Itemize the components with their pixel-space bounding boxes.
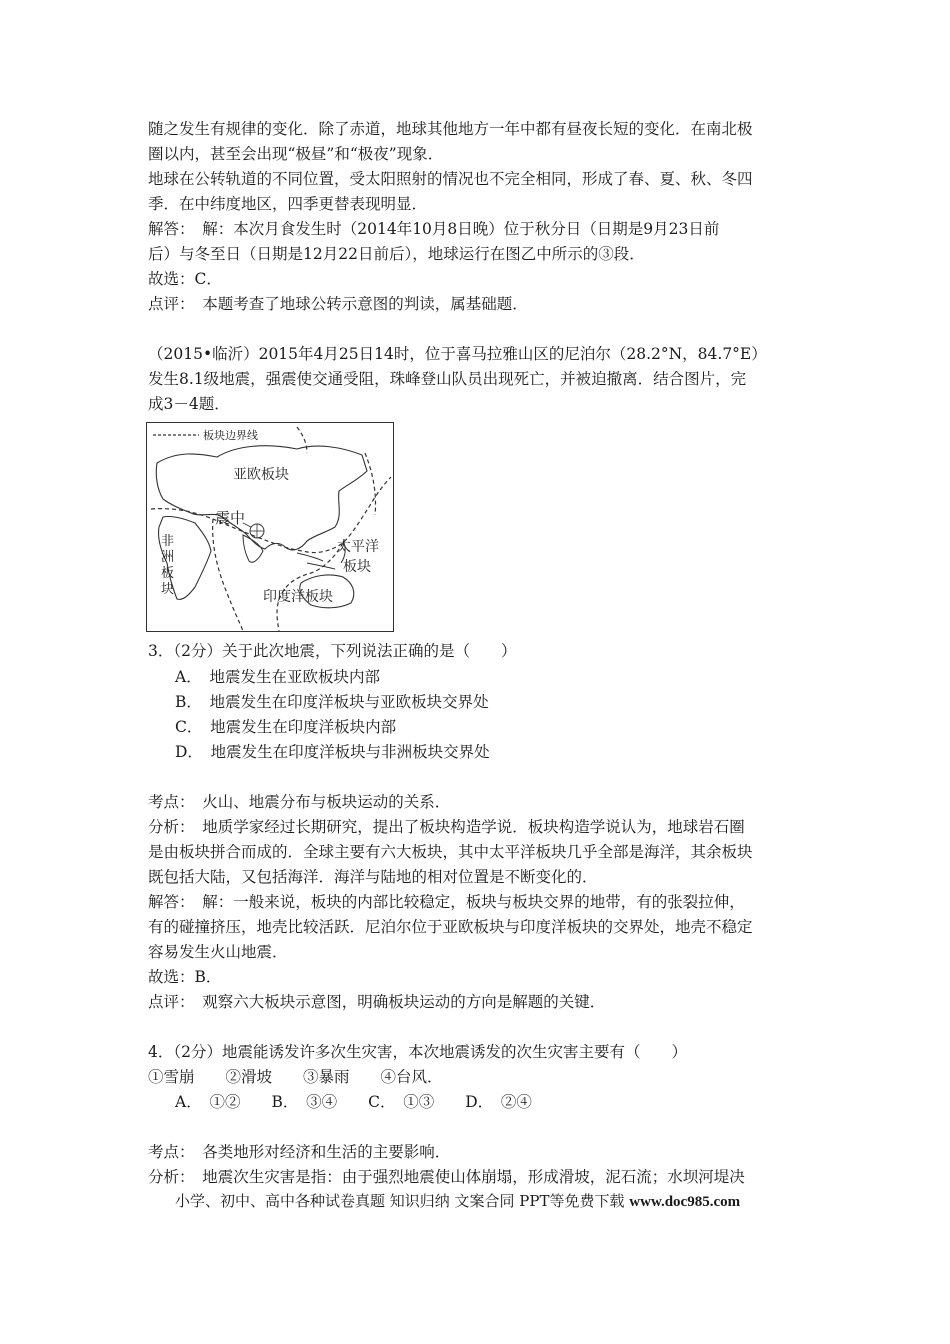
paragraph-line: 季．在中纬度地区，四季更替表现明显． — [148, 195, 428, 213]
intro-line: 成3－4题． — [148, 395, 230, 413]
paragraph-line: 地球在公转轨道的不同位置，受太阳照射的情况也不完全相同，形成了春、夏、秋、冬四 — [148, 170, 753, 188]
intro-line: 发生8.1级地震，强震使交通受阻，珠峰登山队员出现死亡，并被迫撤离．结合图片，完 — [148, 370, 747, 388]
footer-text: 小学、初中、高中各种试卷真题 知识归纳 文案合同 PPT等免费下载 — [175, 1192, 625, 1210]
question-4-items: ①雪崩 ②滑坡 ③暴雨 ④台风． — [148, 1068, 443, 1086]
question-4-options: A． ①② B． ③④ C． ①③ D． ②④ — [175, 1093, 532, 1111]
africa-plate-label: 块 — [161, 582, 175, 597]
eurasia-plate-label: 亚欧板块 — [233, 467, 289, 483]
pacific-plate-label: 太平洋 — [337, 539, 379, 555]
question-4-stem: 4．（2分）地震能诱发许多次生灾害，本次地震诱发的次生灾害主要有（ ） — [148, 1043, 687, 1061]
paragraph-line: 圈以内，甚至会出现“极昼”和“极夜”现象． — [148, 145, 444, 163]
question-3-option: D． 地震发生在印度洋板块与非洲板块交界处 — [175, 743, 490, 761]
epicenter-label: 震中 — [215, 509, 246, 527]
choice-line: 故选：C． — [148, 270, 222, 288]
indian-plate-label: 印度洋板块 — [263, 589, 333, 605]
plate-map-svg — [147, 423, 393, 631]
analysis-line: 点评： 观察六大板块示意图，明确板块运动的方向是解题的关键． — [148, 993, 606, 1011]
comment-line: 点评： 本题考查了地球公转示意图的判读，属基础题． — [148, 295, 528, 313]
plate-boundary-africa-indian — [213, 519, 243, 631]
africa-plate-label: 洲 — [161, 550, 175, 565]
plate-map-figure — [146, 422, 394, 632]
question-3-option: C． 地震发生在印度洋板块内部 — [175, 718, 397, 736]
analysis-line: 考点： 火山、地震分布与板块运动的关系． — [148, 793, 451, 811]
legend-label: 板块边界线 — [203, 429, 258, 442]
eurasia-outline — [156, 446, 367, 550]
question-3-option: A． 地震发生在亚欧板块内部 — [175, 668, 380, 686]
analysis-line: 既包括大陆，又包括海洋．海洋与陆地的相对位置是不断变化的． — [148, 868, 598, 886]
analysis-line: 分析： 地质学家经过长期研究，提出了板块构造学说．板块构造学说认为，地球岩石圈 — [148, 818, 745, 836]
intro-line: （2015•临沂）2015年4月25日14时，位于喜马拉雅山区的尼泊尔（28.2°N，84.7°E） — [148, 345, 767, 363]
pacific-plate-label: 板块 — [343, 559, 371, 575]
page-footer — [175, 1190, 740, 1211]
analysis-line: 有的碰撞挤压，地壳比较活跃．尼泊尔位于亚欧板块与印度洋板块的交界处，地壳不稳定 — [148, 918, 753, 936]
analysis-line: 解答： 解：一般来说，板块的内部比较稳定，板块与板块交界的地带，有的张裂拉伸， — [148, 893, 745, 911]
footer-url[interactable]: www.doc985.com — [629, 1194, 741, 1210]
analysis-line: 分析： 地震次生灾害是指：由于强烈地震使山体崩塌，形成滑坡，泥石流；水坝河堤决 — [148, 1168, 745, 1186]
india-outline — [243, 535, 263, 562]
analysis-line: 容易发生火山地震． — [148, 943, 288, 961]
paragraph-line: 随之发生有规律的变化．除了赤道，地球其他地方一年中都有昼夜长短的变化．在南北极 — [148, 120, 753, 138]
question-3-stem: 3．（2分）关于此次地震，下列说法正确的是（ ） — [148, 642, 517, 660]
africa-plate-label: 非 — [161, 534, 175, 549]
analysis-line: 是由板块拼合而成的．全球主要有六大板块，其中太平洋板块几乎全部是海洋，其余板块 — [148, 843, 753, 861]
analysis-line: 故选：B． — [148, 968, 222, 986]
analysis-line: 考点： 各类地形对经济和生活的主要影响． — [148, 1143, 451, 1161]
answer-line: 后）与冬至日（日期是12月22日前后），地球运行在图乙中所示的③段． — [148, 245, 645, 263]
answer-line: 解答： 解：本次月食发生时（2014年10月8日晚）位于秋分日（日期是9月23日前 — [148, 220, 720, 238]
africa-plate-label: 板 — [161, 566, 175, 581]
question-3-option: B． 地震发生在印度洋板块与亚欧板块交界处 — [175, 693, 489, 711]
